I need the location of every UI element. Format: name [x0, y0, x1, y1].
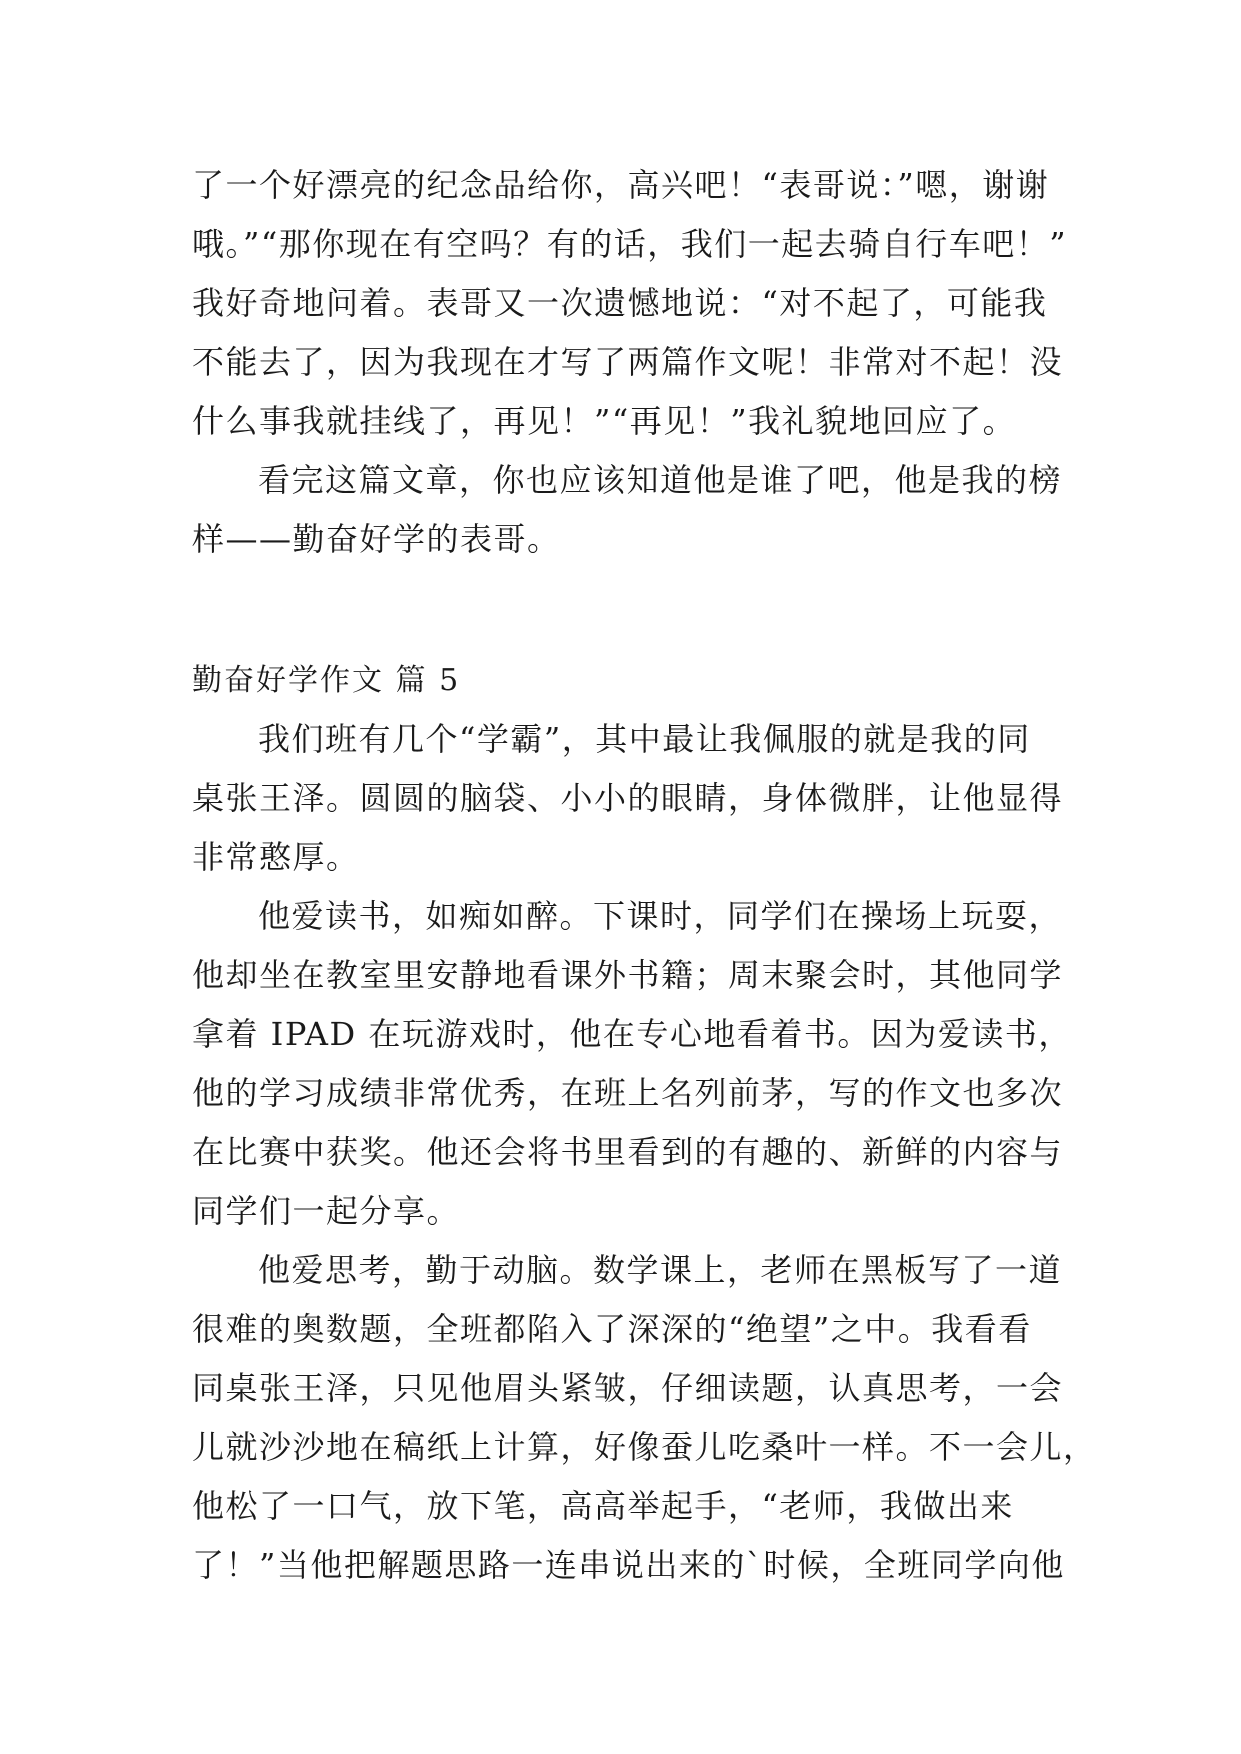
text-line: 他爱思考，勤于动脑。数学课上，老师在黑板写了一道 — [258, 1251, 1063, 1289]
text-line: 他爱读书，如痴如醉。下课时，同学们在操场上玩耍， — [258, 897, 1063, 935]
text-line: 了一个好漂亮的纪念品给你，高兴吧！“表哥说：”嗯，谢谢 — [192, 166, 1050, 204]
text-line: 在比赛中获奖。他还会将书里看到的有趣的、新鲜的内容与 — [192, 1133, 1064, 1171]
text-line: 他的学习成绩非常优秀，在班上名列前茅，写的作文也多次 — [192, 1074, 1064, 1112]
text-line: 哦。”“那你现在有空吗？有的话，我们一起去骑自行车吧！” — [192, 225, 1068, 263]
document-body — [192, 156, 1097, 1595]
text-line: 桌张王泽。圆圆的脑袋、小小的眼睛，身体微胖，让他显得 — [192, 779, 1064, 817]
text-line: 他却坐在教室里安静地看课外书籍；周末聚会时，其他同学 — [192, 956, 1064, 994]
text-line: 他松了一口气，放下笔，高高举起手，“老师，我做出来 — [192, 1487, 1014, 1525]
paragraph-4 — [192, 887, 1072, 1241]
text-line: 儿就沙沙地在稿纸上计算，好像蚕儿吃桑叶一样。不一会儿， — [192, 1428, 1097, 1466]
text-line: 我们班有几个“学霸”，其中最让我佩服的就是我的同 — [258, 720, 1031, 758]
section-gap — [192, 569, 1052, 651]
text-line: 不能去了，因为我现在才写了两篇作文呢！非常对不起！没 — [192, 343, 1064, 381]
text-line: 同学们一起分享。 — [192, 1192, 461, 1230]
section-heading: 勤奋好学作文 篇 5 — [192, 663, 461, 698]
paragraph-5 — [192, 1241, 1097, 1595]
text-line: 非常憨厚。 — [192, 838, 360, 876]
paragraph-1 — [192, 156, 1068, 451]
paragraph-3 — [192, 710, 1064, 887]
text-line: 了！”当他把解题思路一连串说出来的`时候，全班同学向他 — [192, 1546, 1065, 1584]
text-line: 我好奇地问着。表哥又一次遗憾地说：“对不起了，可能我 — [192, 284, 1048, 322]
text-line: 同桌张王泽，只见他眉头紧皱，仔细读题，认真思考，一会 — [192, 1369, 1064, 1407]
text-line: 很难的奥数题，全班都陷入了深深的“绝望”之中。我看看 — [192, 1310, 1032, 1348]
paragraph-2 — [192, 451, 1063, 569]
text-line: 什么事我就挂线了，再见！”“再见！”我礼貌地回应了。 — [192, 402, 1017, 440]
text-line: 拿着 IPAD 在玩游戏时，他在专心地看着书。因为爱读书， — [192, 1015, 1072, 1053]
text-line: 样——勤奋好学的表哥。 — [192, 520, 561, 558]
text-line: 看完这篇文章，你也应该知道他是谁了吧，他是我的榜 — [258, 461, 1063, 499]
